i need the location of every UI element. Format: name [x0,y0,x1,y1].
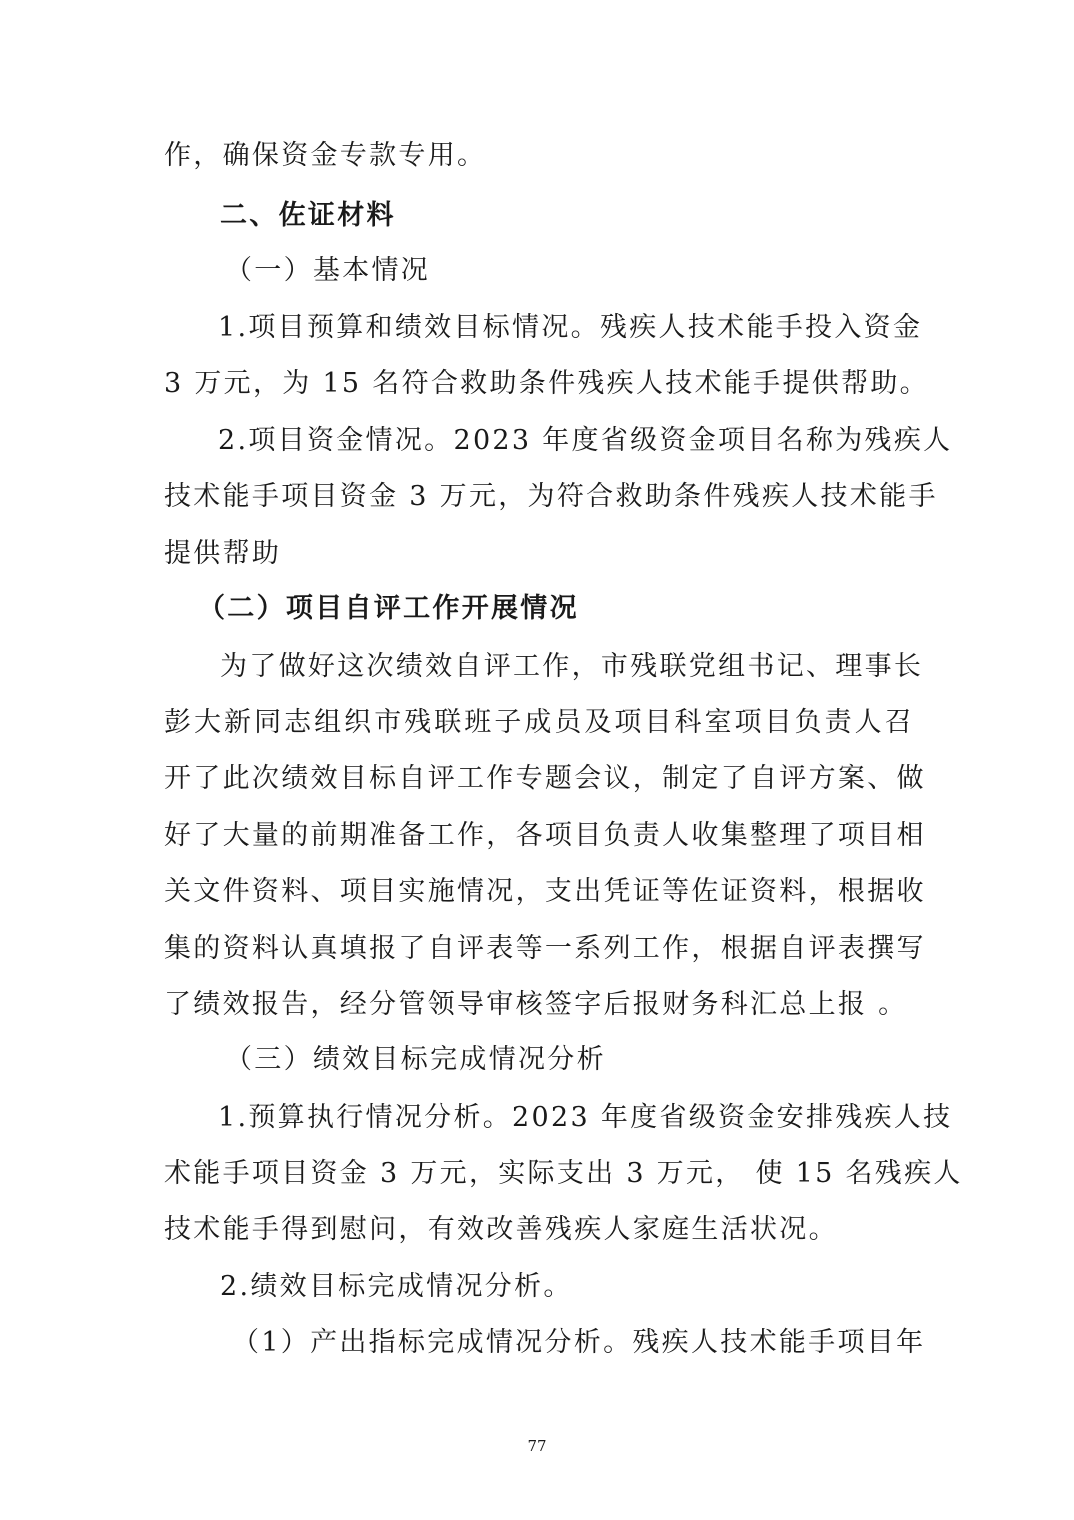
page-number: 77 [527,1437,547,1455]
paragraph-funds-line-1: 2.项目资金情况。2023 年度省级资金项目名称为残疾人 [218,425,953,456]
paragraph-evaluation-line-6: 集的资料认真填报了自评表等一系列工作，根据自评表撰写 [164,933,926,964]
paragraph-continuation: 作，确保资金专款专用。 [164,140,487,171]
paragraph-execution-line-1: 1.预算执行情况分析。2023 年度省级资金安排残疾人技 [218,1102,953,1133]
subsection-heading-basic: （一）基本情况 [225,255,431,286]
paragraph-budget-line-2: 3 万元，为 15 名符合救助条件残疾人技术能手提供帮助。 [164,368,929,399]
paragraph-budget-line-1: 1.项目预算和绩效目标情况。残疾人技术能手投入资金 [218,312,923,343]
paragraph-target-analysis: 2.绩效目标完成情况分析。 [220,1271,573,1302]
paragraph-evaluation-line-7: 了绩效报告，经分管领导审核签字后报财务科汇总上报 。 [164,989,908,1020]
subsection-heading-self-evaluation: （二）项目自评工作开展情况 [198,593,579,624]
paragraph-evaluation-line-2: 彭大新同志组织市残联班子成员及项目科室项目负责人召 [164,707,914,738]
paragraph-execution-line-3: 技术能手得到慰问，有效改善残疾人家庭生活状况。 [164,1214,838,1245]
paragraph-evaluation-line-1: 为了做好这次绩效自评工作，市残联党组书记、理事长 [220,651,924,682]
paragraph-evaluation-line-4: 好了大量的前期准备工作，各项目负责人收集整理了项目相 [164,820,926,851]
paragraph-execution-line-2: 术能手项目资金 3 万元，实际支出 3 万元， 使 15 名残疾人 [164,1158,963,1189]
paragraph-funds-line-2: 技术能手项目资金 3 万元，为符合救助条件残疾人技术能手 [164,481,938,512]
paragraph-evaluation-line-3: 开了此次绩效目标自评工作专题会议，制定了自评方案、做 [164,763,926,794]
subsection-heading-target-analysis: （三）绩效目标完成情况分析 [225,1044,606,1075]
paragraph-funds-line-3: 提供帮助 [164,538,282,569]
paragraph-output-indicator-line-1: （1）产出指标完成情况分析。残疾人技术能手项目年 [232,1327,926,1358]
paragraph-evaluation-line-5: 关文件资料、项目实施情况，支出凭证等佐证资料，根据收 [164,876,926,907]
section-heading-evidence: 二、佐证材料 [220,200,396,231]
